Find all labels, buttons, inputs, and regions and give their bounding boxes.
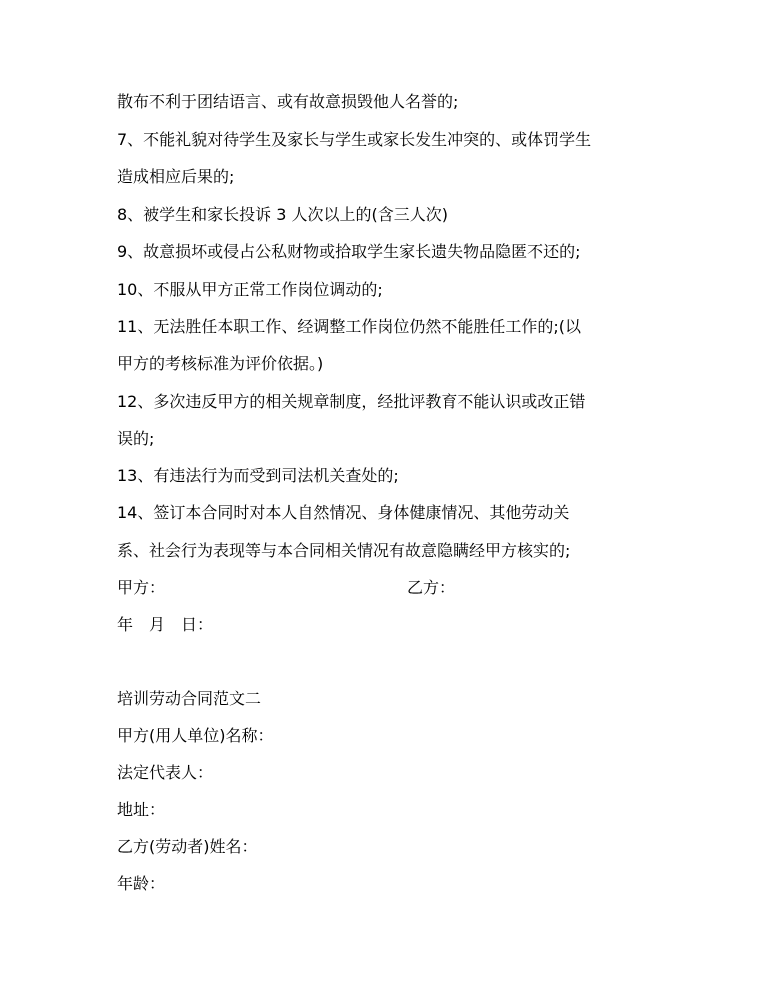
- clause-line: 系、社会行为表现等与本合同相关情况有故意隐瞒经甲方核实的;: [117, 541, 571, 560]
- clause-line: 13、有违法行为而受到司法机关查处的;: [117, 466, 399, 485]
- clause-line: 误的;: [117, 429, 155, 448]
- clause-line: 8、被学生和家长投诉 3 人次以上的(含三人次): [117, 205, 449, 224]
- party-a-signature-label: 甲方：: [117, 578, 166, 597]
- clause-line: 10、不服从甲方正常工作岗位调动的;: [117, 280, 383, 299]
- clause-line: 造成相应后果的;: [117, 167, 235, 186]
- employee-name-field-label: 乙方(劳动者)姓名：: [117, 837, 258, 856]
- party-b-signature-label: 乙方：: [407, 578, 456, 597]
- address-field-label: 地址：: [117, 800, 166, 819]
- employer-name-field-label: 甲方(用人单位)名称：: [117, 726, 274, 745]
- clause-line: 12、多次违反甲方的相关规章制度，经批评教育不能认识或改正错: [117, 392, 586, 411]
- signature-date-label: 年 月 日：: [117, 615, 214, 634]
- clause-line: 甲方的考核标准为评价依据。): [117, 354, 324, 373]
- clause-line: 9、故意损坏或侵占公私财物或拾取学生家长遗失物品隐匿不还的;: [117, 242, 581, 261]
- clause-line: 散布不利于团结语言、或有故意损毁他人名誉的;: [117, 92, 459, 111]
- legal-rep-field-label: 法定代表人：: [117, 763, 214, 782]
- age-field-label: 年龄：: [117, 874, 166, 893]
- clause-line: 14、签订本合同时对本人自然情况、身体健康情况、其他劳动关: [117, 503, 570, 522]
- clause-line: 11、无法胜任本职工作、经调整工作岗位仍然不能胜任工作的;(以: [117, 317, 581, 336]
- clause-line: 7、不能礼貌对待学生及家长与学生或家长发生冲突的、或体罚学生: [117, 130, 592, 149]
- section-title: 培训劳动合同范文二: [117, 689, 262, 708]
